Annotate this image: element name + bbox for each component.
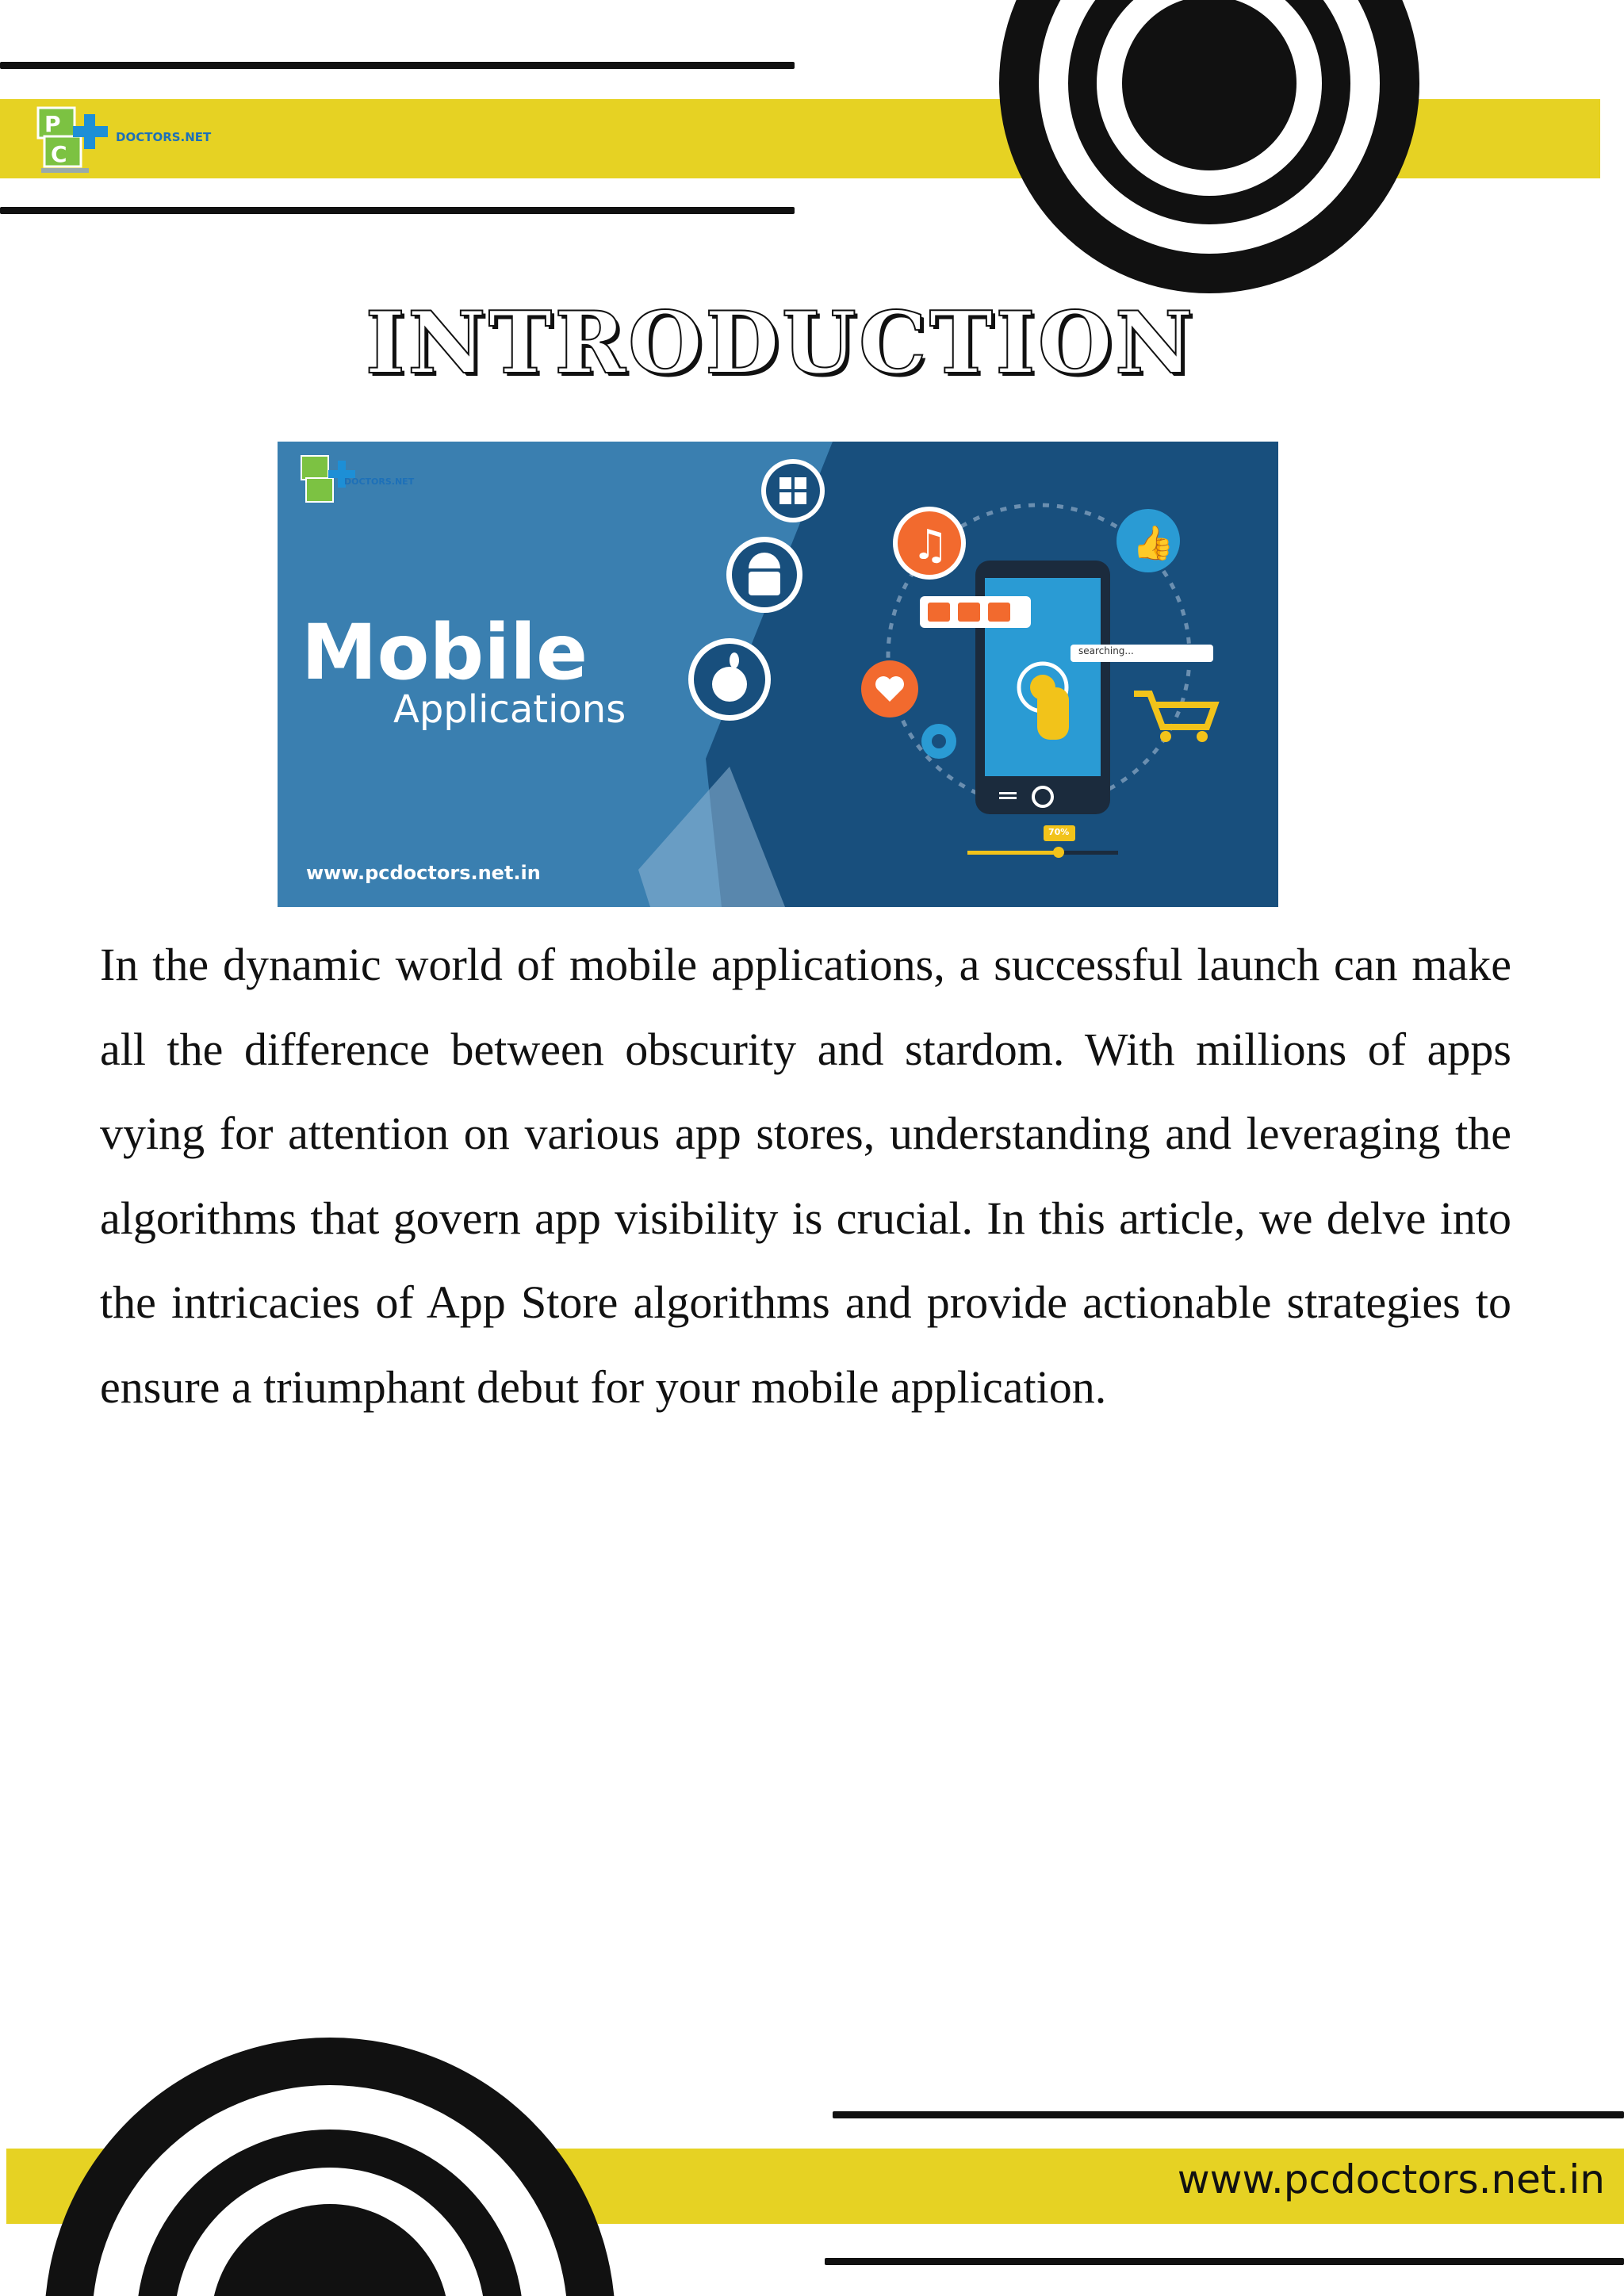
bottom-circles-decoration — [44, 2038, 615, 2296]
top-rule-lower — [0, 207, 795, 214]
banner-search-text: searching... — [1078, 645, 1134, 656]
header-logo-text: DOCTORS.NET — [116, 130, 212, 144]
header-logo[interactable] — [33, 105, 212, 181]
svg-text:P: P — [44, 111, 61, 137]
bottom-rule-lower — [825, 2258, 1624, 2265]
banner-progress-label: 70% — [1048, 827, 1070, 837]
page-title: INTRODUCTION — [365, 293, 1196, 393]
banner-logo-text: DOCTORS.NET — [344, 476, 415, 487]
top-circles-decoration — [999, 0, 1419, 293]
intro-paragraph: In the dynamic world of mobile applications, a successful launch can make all the difference between obscurity and stardom. With millions of apps vying for attention on various app stores, understanding and leveraging the algorithms that govern app visibility is crucial. In this article, we delve into the intricacies of App Store algorithms and provide actionable strategies to ensure a triumphant debut for your mobile application. — [100, 939, 1511, 1413]
banner-subtitle: Applications — [393, 687, 626, 732]
svg-text:C: C — [51, 141, 67, 167]
banner-logo — [298, 454, 415, 514]
banner-title: Mobile — [301, 608, 588, 697]
mobile-applications-banner — [278, 442, 1278, 907]
bottom-rule-upper — [833, 2111, 1624, 2118]
footer-website-link[interactable]: www.pcdoctors.net.in — [1177, 2156, 1605, 2202]
top-rule-upper — [0, 62, 795, 69]
svg-text:👍: 👍 — [1132, 523, 1174, 562]
pc-logo-icon — [33, 105, 121, 178]
banner-url: www.pcdoctors.net.in — [306, 862, 541, 884]
svg-text:♫: ♫ — [912, 522, 949, 569]
